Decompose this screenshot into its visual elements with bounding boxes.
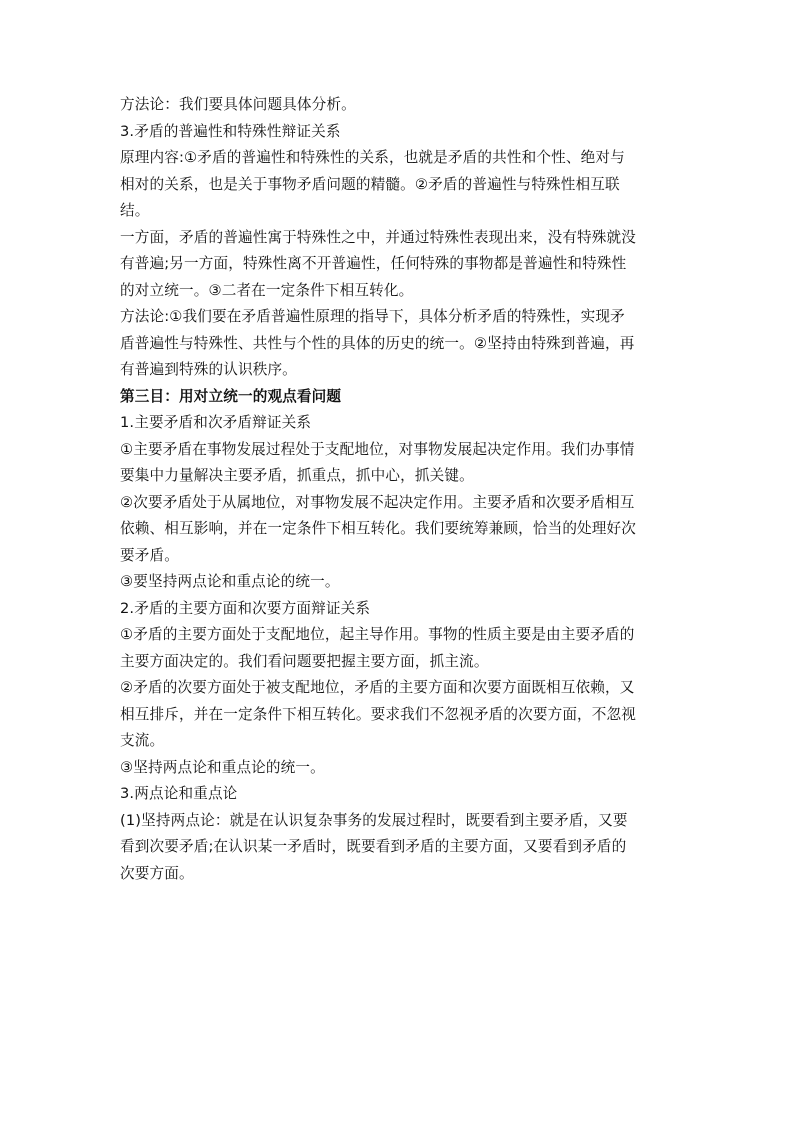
text-line: 支流。: [120, 732, 165, 749]
text-line: 有普遍到特殊的认识秩序。: [120, 361, 297, 378]
text-line: 原理内容:①矛盾的普遍性和特殊性的关系，也就是矛盾的共性和个性、绝对与: [120, 149, 625, 166]
text-line: (1)坚持两点论：就是在认识复杂事务的发展过程时，既要看到主要矛盾，又要: [120, 811, 628, 829]
chapter-heading: 第三目：用对立统一的观点看问题: [120, 387, 342, 405]
text-line: 要集中力量解决主要矛盾，抓重点，抓中心，抓关键。: [120, 467, 474, 484]
text-line: ①主要矛盾在事物发展过程处于支配地位，对事物发展起决定作用。我们办事情: [120, 440, 635, 458]
section-heading: 3.两点论和重点论: [120, 785, 238, 802]
text-line: 依赖、相互影响，并在一定条件下相互转化。我们要统筹兼顾，恰当的处理好次: [120, 520, 637, 537]
text-line: 相互排斥，并在一定条件下相互转化。要求我们不忽视矛盾的次要方面，不忽视: [120, 705, 637, 723]
text-line: ②矛盾的次要方面处于被支配地位，矛盾的主要方面和次要方面既相互依赖，又: [120, 679, 635, 696]
section-heading: 3.矛盾的普遍性和特殊性辩证关系: [120, 122, 341, 140]
text-line: 方法论：我们要具体问题具体分析。: [120, 96, 356, 113]
section-heading: 1.主要矛盾和次矛盾辩证关系: [120, 414, 312, 431]
document-body: [120, 92, 676, 887]
text-line: 看到次要矛盾;在认识某一矛盾时，既要看到矛盾的主要方面，又要看到矛盾的: [120, 838, 627, 855]
text-line: ③坚持两点论和重点论的统一。: [120, 758, 325, 776]
text-line: 一方面，矛盾的普遍性寓于特殊性之中，并通过特殊性表现出来，没有特殊就没: [120, 228, 637, 246]
text-line: ①矛盾的主要方面处于支配地位，起主导作用。事物的性质主要是由主要矛盾的: [120, 626, 635, 643]
text-line: 有普遍;另一方面，特殊性离不开普遍性，任何特殊的事物都是普遍性和特殊性: [120, 255, 627, 272]
text-line: 相对的关系，也是关于事物矛盾问题的精髓。②矛盾的普遍性与特殊性相互联: [120, 175, 620, 193]
text-line: 主要方面决定的。我们看问题要把握主要方面，抓主流。: [120, 652, 489, 670]
section-heading: 2.矛盾的主要方面和次要方面辩证关系: [120, 599, 371, 617]
text-line: 方法论:①我们要在矛盾普遍性原理的指导下，具体分析矛盾的特殊性，实现矛: [120, 308, 625, 325]
text-line: 的对立统一。③二者在一定条件下相互转化。: [120, 281, 414, 299]
text-line: 结。: [120, 202, 150, 219]
text-line: 要矛盾。: [120, 546, 179, 564]
text-line: ③要坚持两点论和重点论的统一。: [120, 573, 340, 590]
text-line: 盾普遍性与特殊性、共性与个性的具体的历史的统一。②坚持由特殊到普遍，再: [120, 334, 635, 352]
text-line: ②次要矛盾处于从属地位，对事物发展不起决定作用。主要矛盾和次要矛盾相互: [120, 493, 635, 511]
text-line: 次要方面。: [120, 864, 194, 882]
